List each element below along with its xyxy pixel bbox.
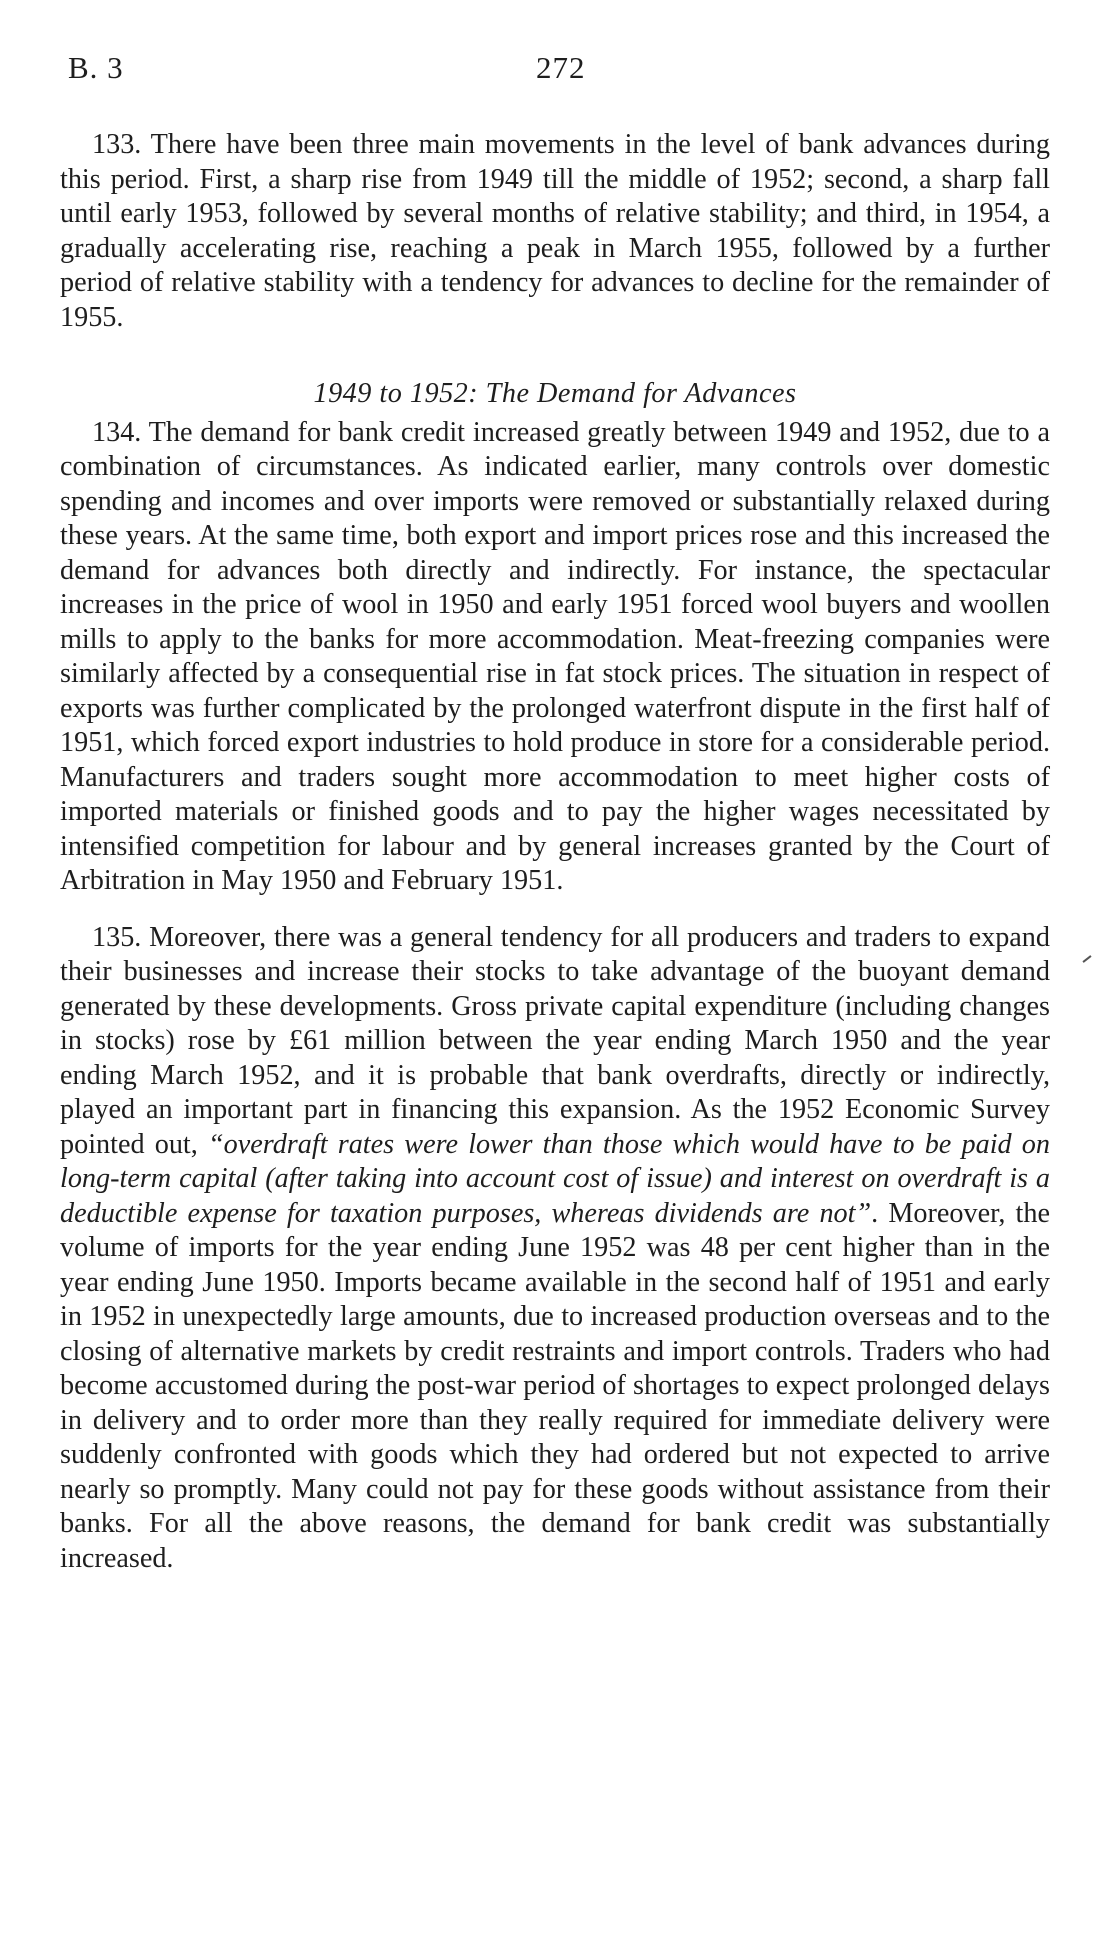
economic-survey-quote: “overdraft rates were lower than those which would have to be paid on long-term capital (after taking into account cost of issue) and interest on overdraft is a deductible expense for taxation purposes, whereas dividends are not” (60, 1128, 1050, 1229)
paragraph-135 (60, 921, 1050, 1577)
paragraph-133: 133. There have been three main movements in the level of bank advances during this period. First, a sharp rise from 1949 till the middle of 1952; second, a sharp fall until early 1953, followed by several months of relative stability; and third, in 1954, a gradually accelerating rise, reaching a peak in March 1955, followed by a further period of relative stability with a tendency for advances to decline for the remainder of 1955. (60, 129, 1050, 333)
margin-mark (1082, 955, 1091, 963)
page-number: 272 (536, 50, 586, 85)
page-header (68, 50, 1058, 100)
section-subheading: 1949 to 1952: The Demand for Advances (313, 378, 797, 409)
paragraph-135-opening: 135. Moreover, there was a general tendency for all producers and traders to expand their businesses and increase their stocks to take advantage of the buoyant demand generated by these developments. Gross private capital expenditure (including changes in stocks) rose by £61 million between the year ending March 1950 and the year ending March 1952, and it is probable that bank overdrafts, directly or indirectly, played an important part in financing this expansion. As the 1952 Economic Survey pointed out, (60, 921, 1050, 1160)
paragraph-135-closing: . Moreover, the volume of imports for the year ending June 1952 was 48 per cent higher than in the year ending June 1950. Imports became available in the second half of 1951 and early in 1952 in unexpectedly large amounts, due to increased production overseas and to the closing of alternative markets by credit restraints and import controls. Traders who had become accustomed during the post-war period of shortages to expect prolonged delays in delivery and to order more than they really required for immediate delivery were suddenly confronted with goods which they had ordered but not expected to arrive nearly so promptly. Many could not pay for these goods without assistance from their banks. For all the above reasons, the demand for bank credit was substantially increased. (60, 1197, 1050, 1574)
paragraph-134: 134. The demand for bank credit increased greatly between 1949 and 1952, due to a combination of circumstances. As indicated earlier, many controls over domestic spending and incomes and over imports were removed or substantially relaxed during these years. At the same time, both export and import prices rose and this increased the demand for advances both directly and indirectly. For instance, the spectacular increases in the price of wool in 1950 and early 1951 forced wool buyers and woollen mills to apply to the banks for more accommodation. Meat-freezing companies were similarly affected by a consequential rise in fat stock prices. The situation in respect of exports was further complicated by the prolonged waterfront dispute in the first half of 1951, which forced export industries to hold produce in store for a considerable period. Manufacturers and traders sought more accommodation to meet higher costs of imported materials or finished goods and to pay the higher wages necessitated by intensified competition for labour and by general increases granted by the Court of Arbitration in May 1950 and February 1951. (60, 416, 1050, 896)
section-reference: B. 3 (68, 50, 124, 85)
document-body (60, 128, 1050, 1576)
